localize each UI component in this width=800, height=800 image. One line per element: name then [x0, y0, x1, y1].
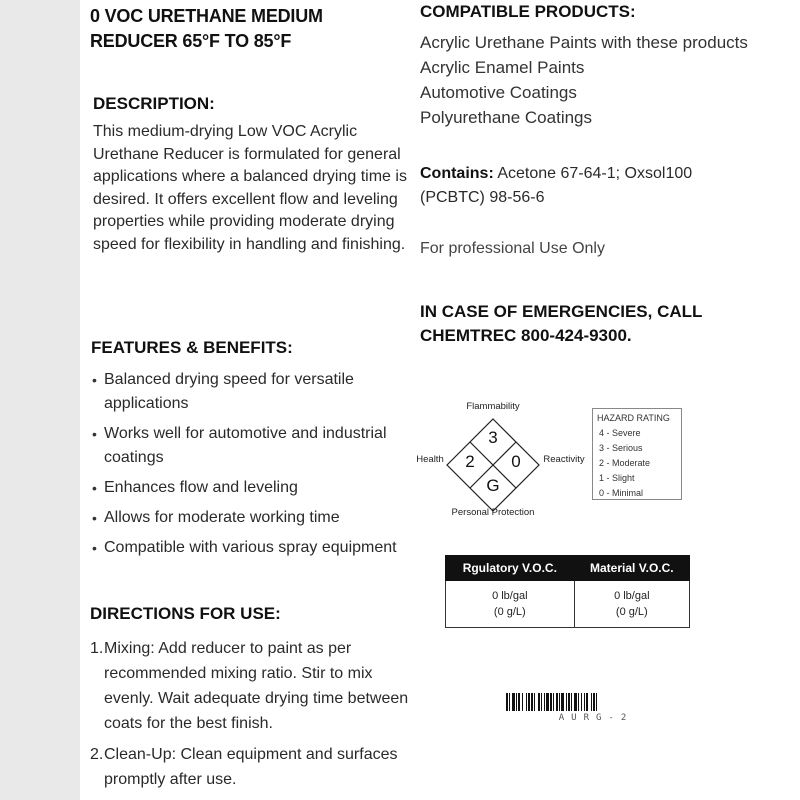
barcode-bar [526, 693, 527, 711]
features-list [92, 368, 412, 560]
compatible-item: Polyurethane Coatings [420, 108, 593, 127]
barcode-bar [538, 693, 540, 711]
professional-use-note: For professional Use Only [420, 240, 605, 257]
voc-table [445, 555, 690, 628]
left-margin-strip [0, 0, 80, 800]
barcode-bar [512, 693, 515, 711]
compatible-item: Automotive Coatings [420, 83, 577, 102]
barcode-bar [528, 693, 530, 711]
barcode-bar [546, 693, 549, 711]
barcode-bar [574, 693, 577, 711]
direction-number: 2. [90, 746, 104, 763]
hazard-rating-panel [416, 395, 780, 525]
reactivity-label: Reactivity [543, 454, 585, 465]
health-label: Health [416, 454, 444, 465]
barcode-bar [556, 693, 558, 711]
description-text: This medium-drying Low VOC Acrylic Urethane Reducer is formulated for general applications where a balanced drying time is desired. It offers excellent flow and leveling properties while providing moderate drying speed for flexibility in handling and finishing. [93, 123, 407, 253]
personal-protection-label: Personal Protection [451, 507, 535, 518]
barcode-bar [568, 693, 570, 711]
feature-item: • Compatible with various spray equipment [92, 536, 412, 560]
hazard-diamond [416, 395, 590, 525]
product-title: 0 VOC URETHANE MEDIUM REDUCER 65°F TO 85°F [90, 6, 323, 51]
barcode-bar [566, 693, 567, 711]
regulatory-voc-value [446, 581, 575, 628]
barcode-bar [593, 693, 595, 711]
barcode-bar [553, 693, 554, 711]
directions-list [90, 636, 410, 792]
direction-text: Mixing: Add reducer to paint as per recommended mixing ratio. Stir to mix evenly. Wait adequate drying time between coats for the best finish. [104, 640, 409, 732]
compatible-list [420, 30, 748, 130]
barcode-bar [550, 693, 552, 711]
features-heading: FEATURES & BENEFITS: [91, 338, 293, 357]
barcode-bar [571, 693, 572, 711]
reactivity-value: 0 [511, 452, 521, 471]
barcode-bar [578, 693, 579, 711]
direction-item [90, 742, 410, 792]
emergency-notice: IN CASE OF EMERGENCIES, CALL CHEMTREC 800-424-9300. [420, 302, 703, 345]
health-value: 2 [465, 452, 475, 471]
barcode [506, 693, 686, 711]
flammability-label: Flammability [466, 401, 520, 412]
material-voc-header: Material V.O.C. [574, 556, 689, 581]
barcode-bar [541, 693, 542, 711]
direction-text: Clean-Up: Clean equipment and surfaces promptly after use. [104, 746, 398, 788]
hazard-rating-item: 4 - Severe [599, 428, 641, 438]
barcode-text: AURG-2 [558, 713, 634, 723]
directions-heading: DIRECTIONS FOR USE: [90, 604, 281, 623]
regulatory-voc-header: Rgulatory V.O.C. [446, 556, 575, 581]
description-heading: DESCRIPTION: [93, 94, 215, 113]
barcode-bar [559, 693, 560, 711]
contains-label: Contains: [420, 165, 494, 182]
feature-item: • Enhances flow and leveling [92, 476, 412, 500]
barcode-bar [518, 693, 520, 711]
feature-item: • Works well for automotive and industrial coatings [92, 422, 412, 470]
barcode-bar [586, 693, 588, 711]
barcode-bar [584, 693, 585, 711]
feature-item: • Allows for moderate working time [92, 506, 412, 530]
material-voc-gl: (0 g/L) [615, 606, 648, 618]
barcode-bar [531, 693, 533, 711]
regulatory-voc-lbgal: 0 lb/gal [492, 590, 528, 602]
direction-item [90, 636, 410, 736]
material-voc-lbgal: 0 lb/gal [614, 590, 650, 602]
contains-text: Acetone 67-64-1; Oxsol100 (PCBTC) 98-56-6 [420, 165, 693, 206]
compatible-heading: COMPATIBLE PRODUCTS: [420, 2, 636, 21]
hazard-rating-item: 2 - Moderate [599, 458, 651, 468]
barcode-bar [596, 693, 597, 711]
barcode-bar [516, 693, 517, 711]
hazard-rating-title: HAZARD RATING [597, 413, 670, 423]
contains-line [420, 162, 760, 210]
barcode-bar [506, 693, 508, 711]
barcode-bar [534, 693, 535, 711]
barcode-bar [522, 693, 523, 711]
barcode-bar [509, 693, 510, 711]
flammability-value: 3 [488, 428, 498, 447]
protection-value: G [486, 476, 500, 495]
barcode-bar [544, 693, 545, 711]
material-voc-value [574, 581, 689, 628]
hazard-rating-item: 3 - Serious [599, 443, 643, 453]
regulatory-voc-gl: (0 g/L) [493, 606, 526, 618]
hazard-rating-item: 0 - Minimal [599, 488, 644, 498]
barcode-bar [581, 693, 582, 711]
direction-number: 1. [90, 640, 104, 657]
barcode-bar [561, 693, 564, 711]
hazard-rating-legend [592, 408, 682, 500]
feature-item: • Balanced drying speed for versatile applications [92, 368, 412, 416]
compatible-item: Acrylic Enamel Paints [420, 58, 585, 77]
barcode-bar [591, 693, 592, 711]
compatible-item: Acrylic Urethane Paints with these products [420, 33, 748, 52]
hazard-rating-item: 1 - Slight [599, 473, 635, 483]
